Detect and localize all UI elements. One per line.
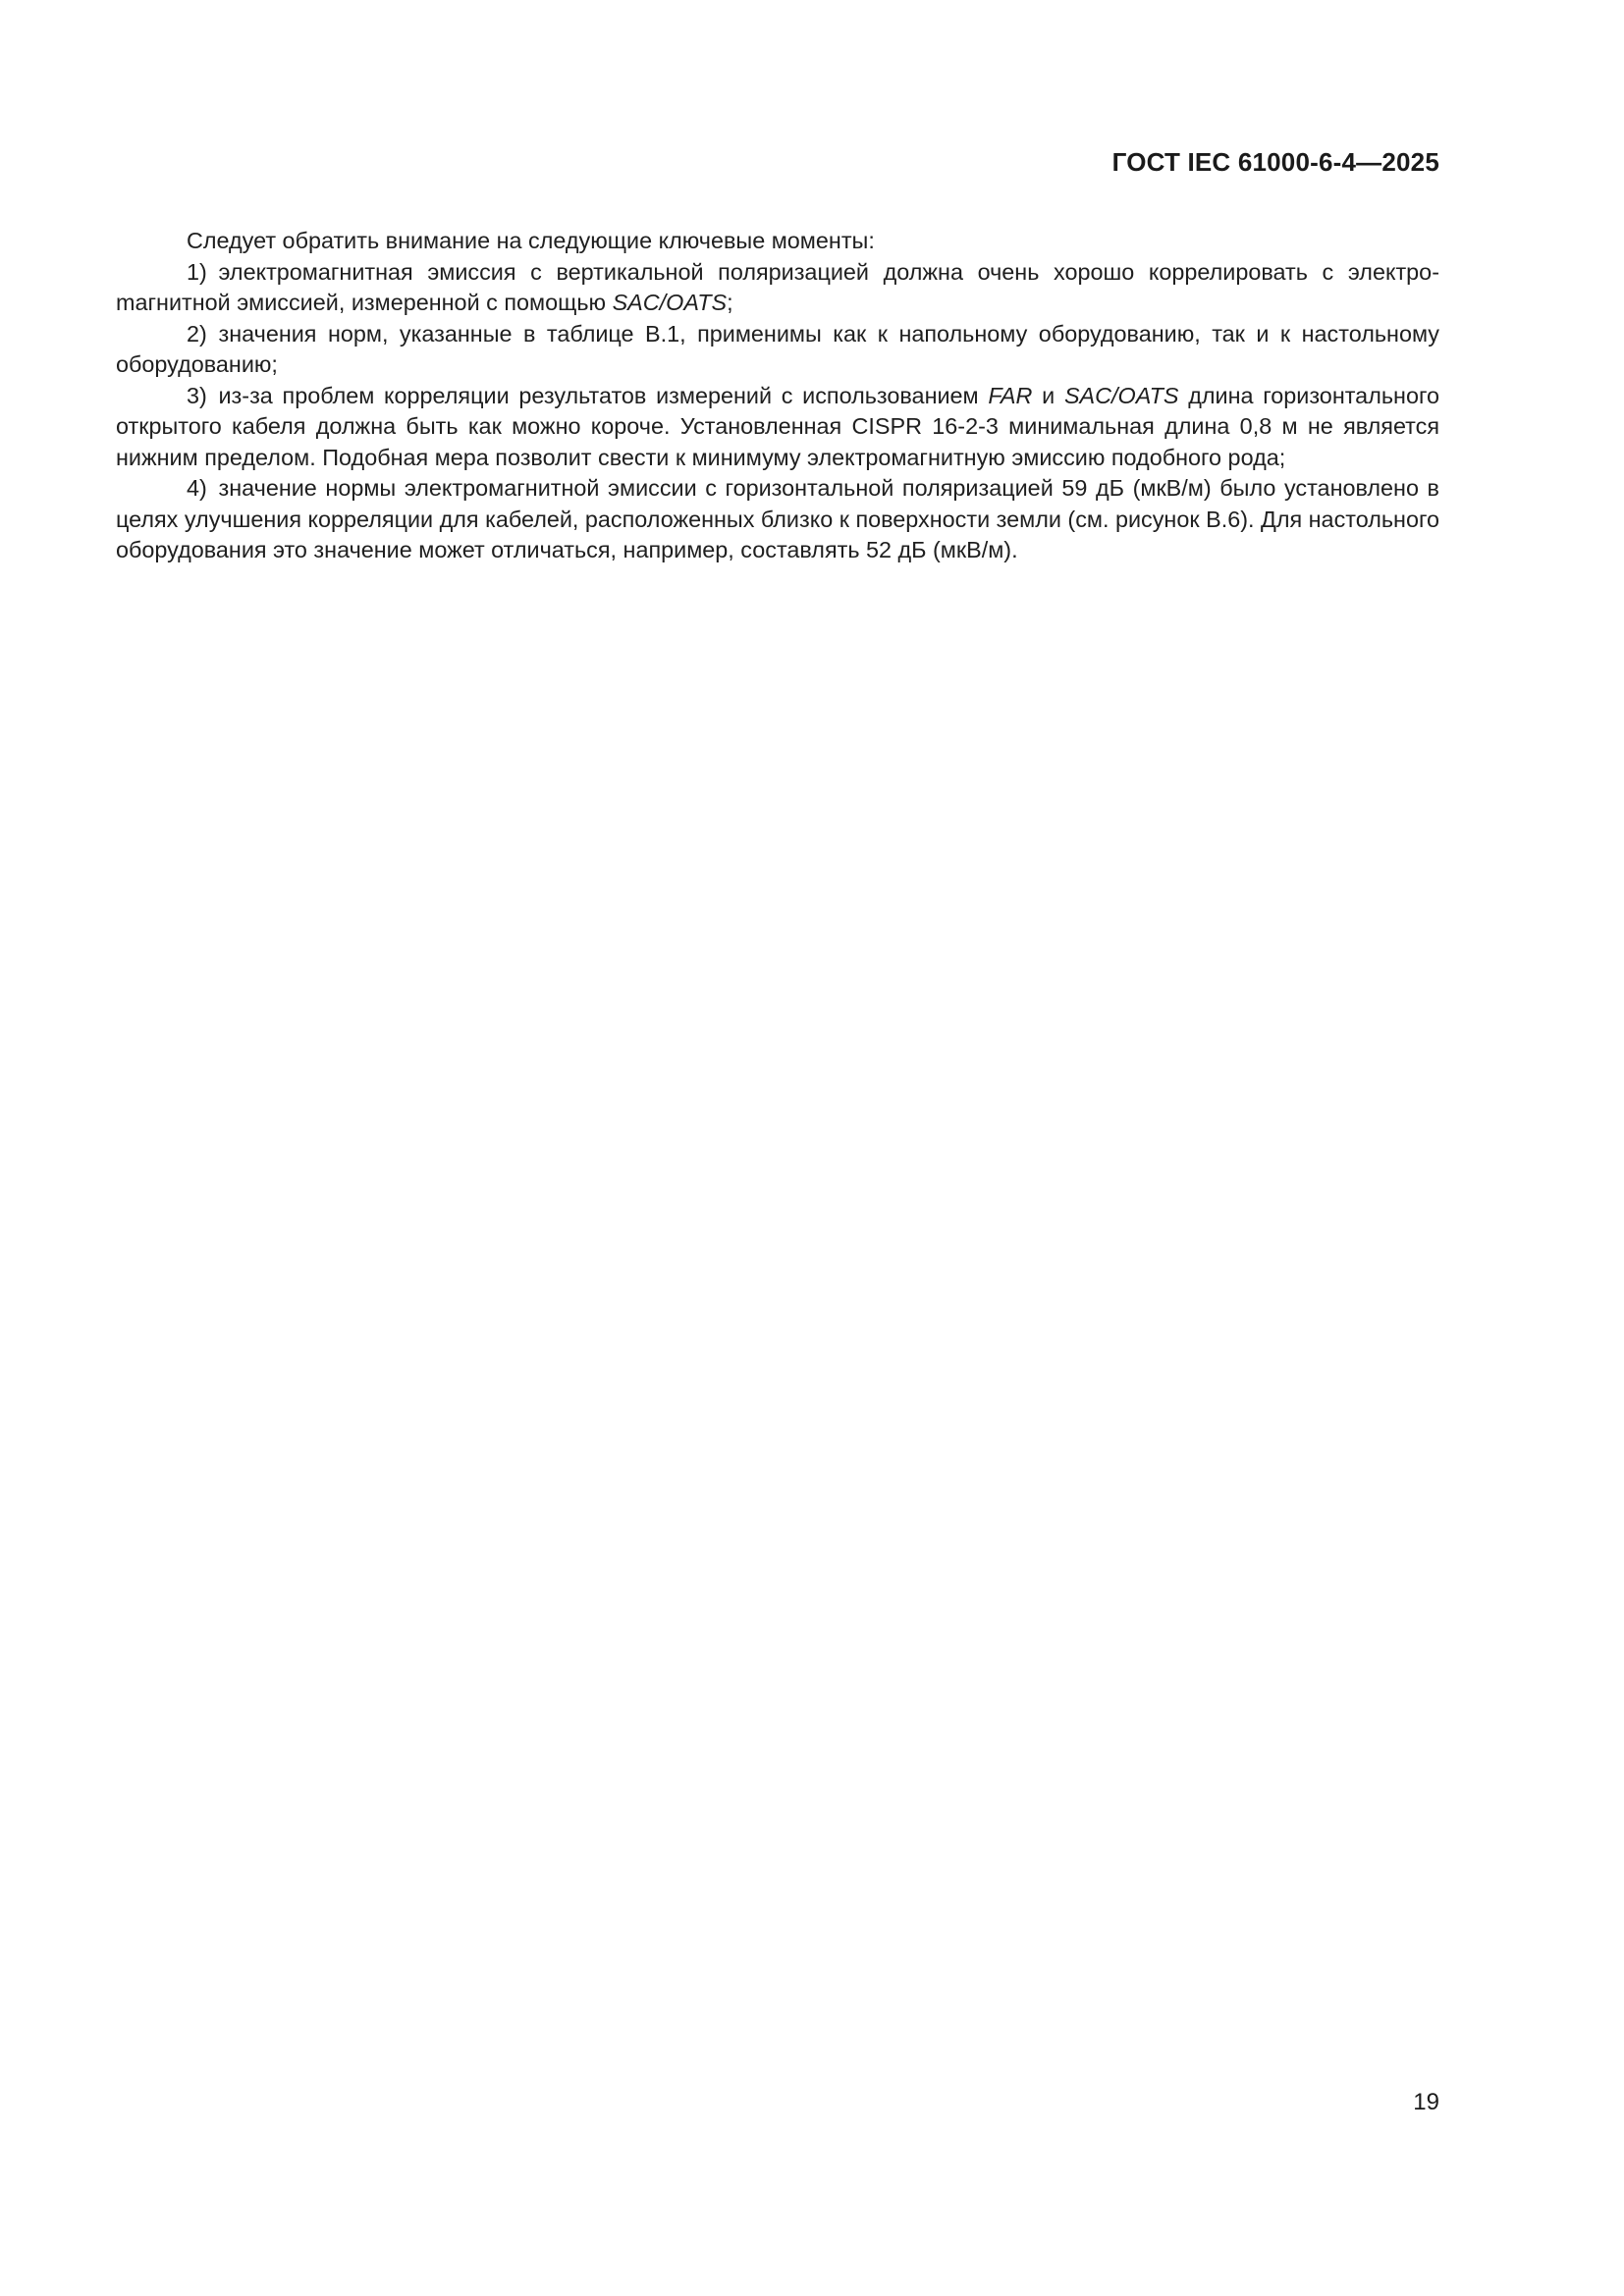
list-item-3-text-end: длина горизонтального открытого кабеля должна быть как можно короче. Установленная CISPR 16-2-3 минимальная длина 0,8 м не является нижним пределом. Подобная мера позволит свести к минимуму электромагнитную эмиссию подобного рода;: [116, 382, 1439, 470]
list-item-4: 4) значение нормы электромагнитной эмиссии с горизонтальной поляризацией 59 дБ (мкВ/м) было установлено в целях улучшения корреляции для кабелей, расположенных близко к поверхности земли (см. рисунок B.6). Для настольного оборудования это значение может отличаться, например, составлять 52 дБ (мкВ/м).: [116, 475, 1439, 562]
list-item-1: [116, 257, 1439, 319]
list-item-3-text-start: 3) из-за проблем корреляции результатов измерений с использованием: [187, 382, 989, 408]
sac-oats-term: SAC/OATS: [612, 290, 728, 315]
far-term: FAR: [988, 382, 1033, 408]
sac-oats-term: SAC/OATS: [1063, 382, 1179, 408]
list-item-2: 2) значения норм, указанные в таблице B.1, применимы как к напольному оборудованию, так и к настольному оборудованию;: [116, 320, 1439, 377]
intro-paragraph: Следует обратить внимание на следующие ключевые моменты:: [187, 228, 875, 253]
page-number: 19: [1413, 2089, 1439, 2115]
list-item-1-end: ;: [727, 290, 733, 315]
body-text: [116, 226, 1439, 566]
list-item-3: [116, 381, 1439, 474]
list-item-3-conjunction: и: [1032, 382, 1064, 408]
document-id-header: ГОСТ IEC 61000-6-4—2025: [1111, 147, 1439, 177]
list-item-1-text: 1) электромагнитная эмиссия с вертикальной поляризацией должна очень хорошо коррелировать с электроmагнитной эмиссией, измеренной с помощью: [116, 258, 1439, 315]
